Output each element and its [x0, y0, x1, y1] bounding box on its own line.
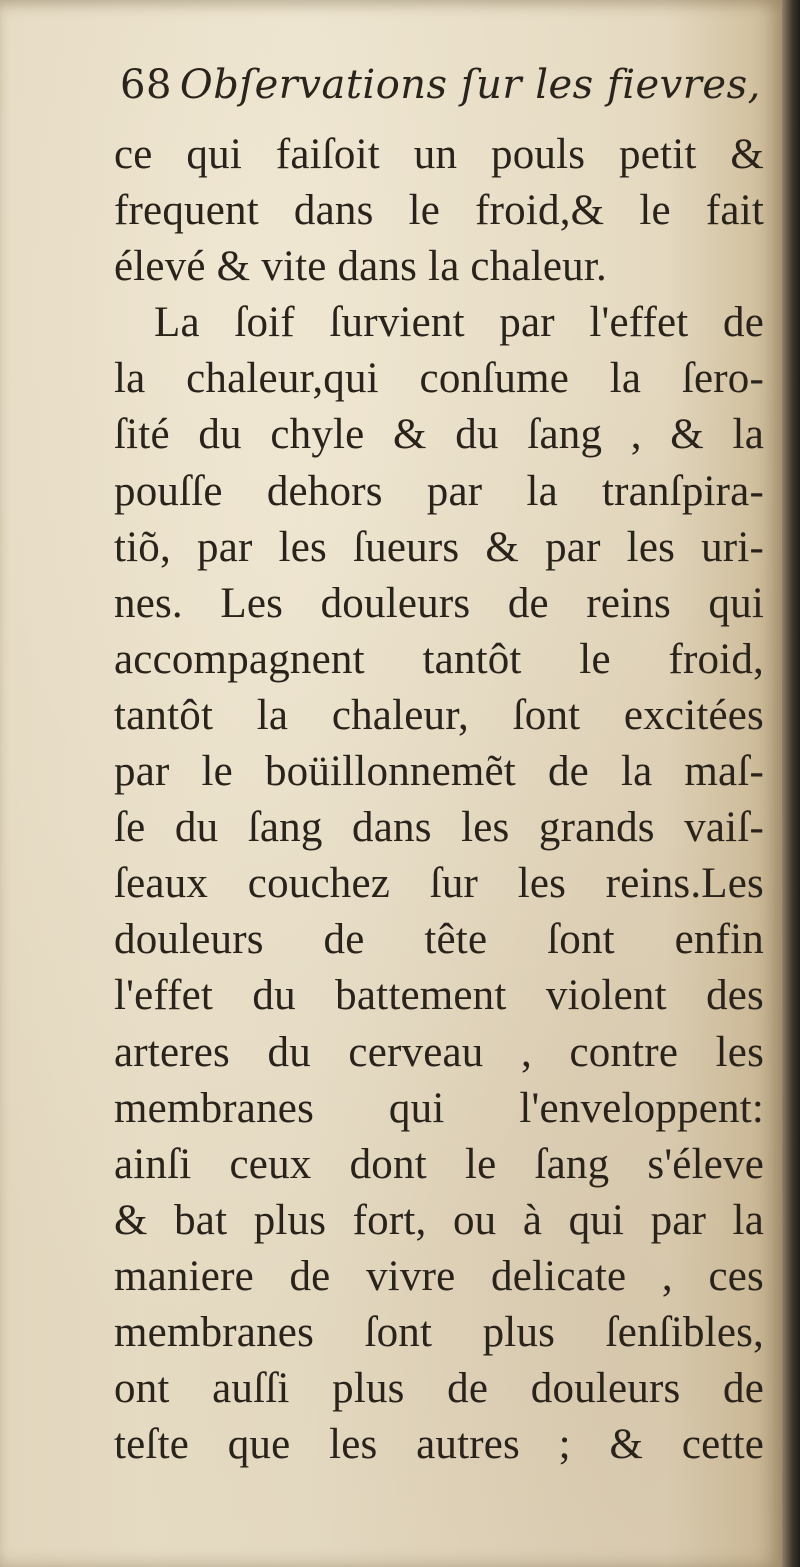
page-header: [120, 62, 760, 108]
text-line-12: par le boüillonnemẽt de la maſ-: [114, 748, 764, 796]
text-line-10: accompagnent tantôt le froid,: [114, 635, 764, 683]
page-number: 68: [120, 62, 172, 108]
text-line-3: élevé & vite dans la chaleur.: [114, 243, 607, 291]
text-line-11: tantôt la chaleur, ſont excitées: [114, 691, 764, 739]
text-line-23: ont auſſi plus de douleurs de: [114, 1365, 764, 1413]
body-text: [114, 127, 764, 1473]
text-line-13: ſe du ſang dans les grands vaiſ-: [114, 804, 764, 852]
text-line-24: teſte que les autres ; & cette: [114, 1421, 764, 1469]
running-head: Obſervations ſur les fievres,: [179, 62, 761, 108]
text-line-16: l'effet du battement violent des: [114, 972, 764, 1020]
text-line-8: tiõ, par les ſueurs & par les uri-: [114, 523, 764, 571]
book-gutter: [782, 0, 800, 1567]
text-line-9: nes. Les douleurs de reins qui: [114, 579, 764, 627]
text-line-2: frequent dans le froid,& le fait: [114, 187, 764, 235]
text-line-6: ſité du chyle & du ſang , & la: [114, 411, 764, 459]
text-line-21: maniere de vivre delicate , ces: [114, 1252, 764, 1300]
text-line-19: ainſi ceux dont le ſang s'éleve: [114, 1140, 764, 1188]
text-line-20: & bat plus fort, ou à qui par la: [114, 1196, 764, 1244]
text-line-4: La ſoif ſurvient par l'effet de: [154, 299, 764, 347]
text-line-17: arteres du cerveau , contre les: [114, 1028, 764, 1076]
text-line-15: douleurs de tête ſont enfin: [114, 916, 764, 964]
text-line-1: ce qui faiſoit un pouls petit &: [114, 131, 764, 178]
text-line-5: la chaleur,qui conſume la ſero-: [114, 355, 764, 403]
text-line-14: ſeaux couchez ſur les reins.Les: [114, 860, 764, 908]
text-line-18: membranes qui l'enveloppent:: [114, 1084, 764, 1132]
text-line-7: pouſſe dehors par la tranſpira-: [114, 467, 764, 515]
text-line-22: membranes ſont plus ſenſibles,: [114, 1308, 764, 1356]
